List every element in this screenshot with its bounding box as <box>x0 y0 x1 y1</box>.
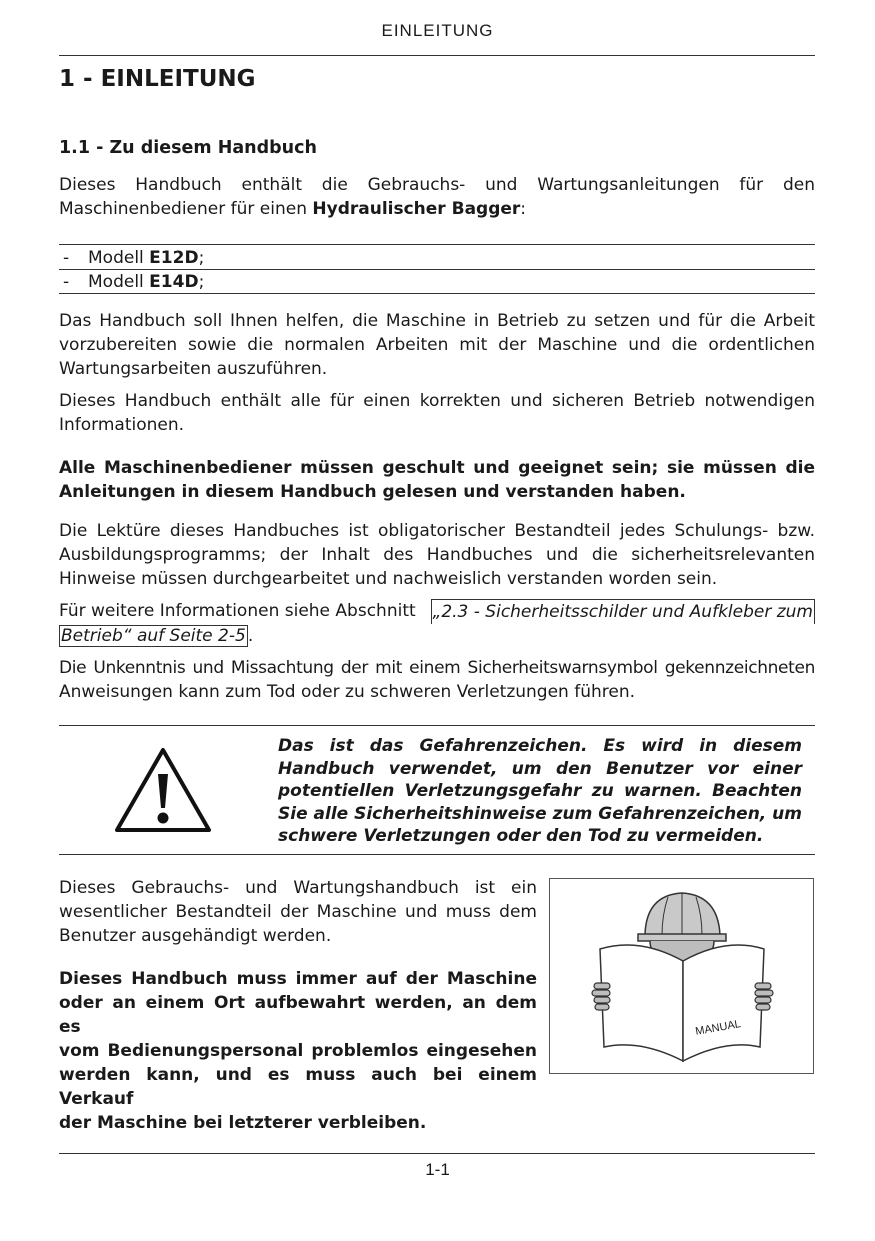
model-row <box>59 270 815 294</box>
model-label: Modell E14D; <box>88 272 205 292</box>
warning-box-rule-bottom <box>59 854 815 855</box>
intro-line-2-prefix: Maschinenbediener für einen <box>59 199 313 219</box>
model-row <box>59 246 815 270</box>
machine-type: Hydraulischer Bagger <box>312 199 521 219</box>
info-paragraph: Dieses Handbuch enthält alle für einen korrekten und sicheren Betrieb notwendigen Informationen. <box>59 391 815 435</box>
manual-note-paragraph: Dieses Gebrauchs- und Wartungshandbuch ist ein wesentlicher Bestandteil der Maschine und muss dem Benutzer ausgehändigt werden. <box>59 878 537 946</box>
safety-symbol-paragraph: Die Unkenntnis und Missachtung der mit einem Sicherheitswarnsymbol gekennzeichneten Anweisungen kann zum Tod oder zu schweren Verletzungen führen. <box>59 658 815 702</box>
reference-paragraph: Für weitere Informationen siehe Abschnitt „2.3 - Sicherheitsschilder und Aufkleber zum Betrieb“ auf Seite 2-5 . <box>59 601 813 646</box>
model-label: Modell E12D; <box>88 248 205 268</box>
section-reference-link[interactable]: „2.3 - Sicherheitsschilder und Aufkleber zum <box>431 599 815 624</box>
footer-rule <box>59 1153 815 1154</box>
book-label: MANUAL <box>694 1018 742 1038</box>
operator-requirement-paragraph: Alle Maschinenbediener müssen geschult und geeignet sein; sie müssen die Anleitungen in diesem Handbuch gelesen und verstanden haben. <box>59 458 815 502</box>
warning-triangle-icon <box>113 746 213 834</box>
worker-reading-manual-icon <box>550 879 813 1073</box>
chapter-title: 1 - EINLEITUNG <box>59 66 256 92</box>
list-bullet: - <box>63 248 70 268</box>
header-rule <box>59 55 815 56</box>
page-number: 1-1 <box>425 1160 450 1179</box>
intro-line-1: Dieses Handbuch enthält die Gebrauchs- und Wartungsanleitungen für den <box>59 175 815 195</box>
manual-keep-paragraph: Dieses Handbuch muss immer auf der Maschine oder an einem Ort aufbewahrt werden, an dem es vom Bedienungspersonal problemlos eingesehen werden kann, und es muss auch bei einem Verkauf der Maschine bei letzterer verbleiben. <box>59 969 537 1133</box>
reference-prefix: Für weitere Informationen siehe Abschnitt <box>59 601 416 621</box>
warning-text: Das ist das Gefahrenzeichen. Es wird in diesem Handbuch verwendet, um den Benutzer vor einer potentiellen Verletzungsgefahr zu warnen. Beachten Sie alle Sicherheitshinweise zum Gefahrenzeichen, um schwere Verletzungen oder den Tod zu vermeiden. <box>278 736 802 846</box>
model-table-rule-top <box>59 244 815 245</box>
warning-box-rule-top <box>59 725 815 726</box>
help-paragraph: Das Handbuch soll Ihnen helfen, die Maschine in Betrieb zu setzen und für die Arbeit vorzubereiten sowie die normalen Arbeiten mit der Maschine und die ordentlichen Wartungsarbeiten auszuführen. <box>59 311 815 379</box>
running-header: EINLEITUNG <box>381 21 494 40</box>
intro-paragraph <box>59 173 815 221</box>
training-paragraph: Die Lektüre dieses Handbuches ist obligatorischer Bestandteil jedes Schulungs- bzw. Ausbildungsprogramms; der Inhalt des Handbuches und die sicherheitsrelevanten Hinweise müssen durchgearbeitet und nachweislich verstanden worden sein. <box>59 521 815 589</box>
worker-reading-manual-illustration <box>549 878 814 1074</box>
intro-line-2-suffix: : <box>520 199 527 219</box>
section-reference-link-continued[interactable]: Betrieb“ auf Seite 2-5 <box>61 626 246 646</box>
model-table-rule-bottom <box>59 293 815 294</box>
list-bullet: - <box>63 272 70 292</box>
section-title: 1.1 - Zu diesem Handbuch <box>59 138 317 158</box>
